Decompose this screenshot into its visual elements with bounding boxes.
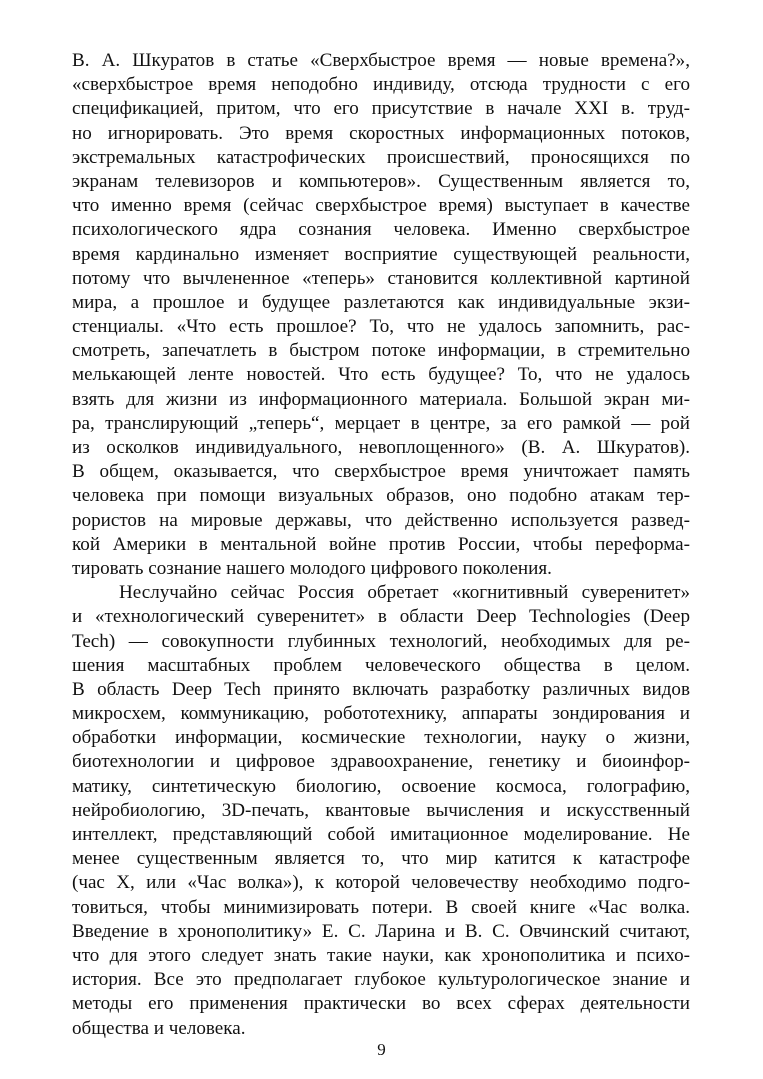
text-line: что именно время (сейчас сверхбыстрое время) выступает в качестве — [72, 195, 690, 217]
text-line: и «технологический суверенитет» в области Deep Technologies (Deep — [72, 606, 690, 628]
text-line: рористов на мировые державы, что действенно используется развед- — [72, 509, 690, 531]
text-line: общества и человека. — [72, 1017, 246, 1039]
text-line: Tech) — совокупности глубинных технологий, необходимых для ре- — [72, 630, 690, 652]
text-line: тировать сознание нашего молодого цифрового поколения. — [72, 557, 552, 579]
text-line: из осколков индивидуального, невоплощенного» (В. А. Шкуратов). — [72, 437, 690, 458]
text-line: смотреть, запечатлеть в быстром потоке информации, в стремительно — [72, 340, 690, 362]
text-line: матику, синтетическую биологию, освоение космоса, голографию, — [72, 775, 690, 797]
text-line: стенциалы. «Что есть прошлое? То, что не удалось запомнить, рас- — [72, 316, 690, 338]
page-number: 9 — [377, 1040, 386, 1059]
text-line: кой Америки в ментальной войне против России, чтобы переформа- — [72, 533, 690, 555]
text-line: методы его применения практически во всех сферах деятельности — [72, 993, 690, 1015]
text-line: мира, а прошлое и будущее разлетаются как индивидуальные экзи- — [72, 291, 690, 313]
text-line: биотехнологии и цифровое здравоохранение, генетику и биоинфор- — [72, 751, 690, 773]
text-line: психологического ядра сознания человека. Именно сверхбыстрое — [72, 219, 690, 241]
text-line: интеллект, представляющий собой имитационное моделирование. Не — [72, 824, 690, 845]
text-line: но игнорировать. Это время скоростных информационных потоков, — [72, 122, 690, 144]
text-line: что для этого следует знать такие науки, как хронополитика и психо- — [72, 944, 690, 966]
text-line: Неслучайно сейчас Россия обретает «когнитивный суверенитет» — [119, 582, 690, 604]
text-line: шения масштабных проблем человеческого общества в целом. — [72, 654, 690, 676]
text-line: история. Все это предполагает глубокое культурологическое знание и — [72, 969, 690, 991]
text-line: время кардинально изменяет восприятие существующей реальности, — [72, 243, 690, 265]
text-line: (час Х, или «Час волка»), к которой человечеству необходимо подго- — [72, 872, 690, 894]
text-line: В. А. Шкуратов в статье «Сверхбыстрое время — новые времена?», — [72, 50, 690, 71]
text-line: ра, транслирующий „теперь“, мерцает в центре, за его рамкой — рой — [72, 412, 690, 434]
text-line: В общем, оказывается, что сверхбыстрое время уничтожает память — [72, 461, 690, 483]
text-line: Введение в хронополитику» Е. С. Ларина и В. С. Овчинский считают, — [72, 920, 690, 942]
text-line: спецификацией, притом, что его присутствие в начале XXI в. труд- — [72, 98, 690, 120]
text-line: обработки информации, космические технологии, науку о жизни, — [72, 727, 690, 749]
text-line: нейробиологию, 3D-печать, квантовые вычисления и искусственный — [72, 799, 690, 821]
text-line: человека при помощи визуальных образов, оно подобно атакам тер- — [72, 485, 690, 507]
text-line: взять для жизни из информационного материала. Большой экран ми- — [72, 388, 690, 410]
text-line: потому что вычлененное «теперь» становится коллективной картиной — [72, 267, 690, 289]
text-line: В область Deep Tech принято включать разработку различных видов — [72, 678, 690, 700]
text-line: «сверхбыстрое время неподобно индивиду, отсюда трудности с его — [72, 74, 690, 96]
text-line: товиться, чтобы минимизировать потери. В своей книге «Час волка. — [72, 896, 690, 918]
body-text — [72, 49, 690, 1041]
text-line: менее существенным является то, что мир катится к катастрофе — [72, 848, 690, 870]
text-line: мелькающей ленте новостей. Что есть будущее? То, что не удалось — [72, 364, 690, 386]
text-line: экранам телевизоров и компьютеров». Существенным является то, — [72, 170, 690, 192]
text-line: микросхем, коммуникацию, робототехнику, аппараты зондирования и — [72, 703, 690, 725]
text-line: экстремальных катастрофических происшествий, проносящихся по — [72, 146, 690, 168]
